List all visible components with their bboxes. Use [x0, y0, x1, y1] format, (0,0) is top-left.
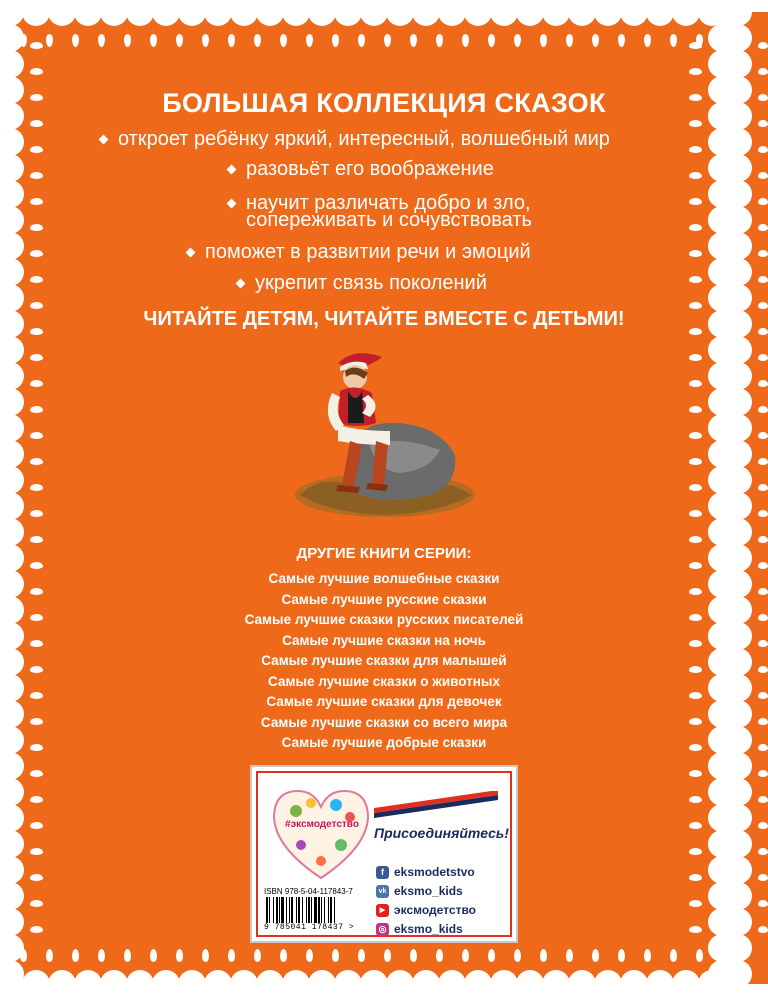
border-scallop — [308, 970, 336, 998]
border-hole — [689, 900, 702, 907]
border-scallop — [724, 128, 752, 156]
border-hole — [689, 432, 702, 439]
border-hole — [758, 536, 768, 543]
isbn-text: ISBN 978-5-04-117843-7 — [264, 887, 353, 896]
series-item: Самые лучшие сказки русских писателей — [244, 612, 524, 627]
barcode-bar — [291, 897, 293, 923]
border-hole — [30, 562, 43, 569]
social-links — [376, 863, 476, 939]
barcode-bar — [266, 897, 268, 923]
border-hole — [384, 949, 391, 962]
border-hole — [689, 458, 702, 465]
border-scallop — [724, 934, 752, 962]
border-hole — [30, 796, 43, 803]
border-hole — [30, 900, 43, 907]
border-scallop — [724, 882, 752, 910]
social-link[interactable]: ▶ эксмодетство — [376, 901, 476, 919]
border-hole — [618, 949, 625, 962]
border-scallop — [724, 960, 752, 988]
border-hole — [30, 510, 43, 517]
border-scallop — [724, 466, 752, 494]
border-hole — [20, 949, 27, 962]
border-hole — [30, 770, 43, 777]
series-list — [0, 569, 768, 754]
border-hole — [30, 146, 43, 153]
border-hole — [689, 562, 702, 569]
border-hole — [758, 250, 768, 257]
border-scallop — [48, 970, 76, 998]
border-scallop — [724, 804, 752, 832]
bullet-item-continued: сопереживать и сочувствовать — [246, 209, 532, 231]
border-hole — [758, 874, 768, 881]
bullet-item: разовьёт его воображение — [246, 156, 494, 182]
border-hole — [488, 949, 495, 962]
bullet-item: укрепит связь поколений — [255, 270, 487, 296]
border-hole — [689, 172, 702, 179]
border-hole — [30, 42, 43, 49]
barcode-bar — [289, 897, 290, 923]
barcode-bar — [302, 897, 303, 923]
series-item: Самые лучшие сказки для девочек — [266, 694, 502, 709]
border-hole — [410, 949, 417, 962]
border-hole — [592, 949, 599, 962]
border-scallop — [724, 414, 752, 442]
border-hole — [689, 926, 702, 933]
border-hole — [758, 224, 768, 231]
border-scallop — [724, 388, 752, 416]
border-hole — [30, 172, 43, 179]
instagram-icon: ◎ — [376, 923, 389, 936]
border-scallop — [594, 970, 622, 998]
border-hole — [30, 406, 43, 413]
border-scallop — [282, 970, 310, 998]
barcode-bar — [298, 897, 300, 923]
border-hole — [689, 796, 702, 803]
border-hole — [689, 198, 702, 205]
social-link[interactable]: vk eksmo_kids — [376, 882, 476, 900]
border-hole — [758, 172, 768, 179]
series-item: Самые лучшие сказки на ночь — [282, 632, 486, 648]
border-scallop — [542, 970, 570, 998]
border-hole — [30, 484, 43, 491]
border-scallop — [22, 970, 50, 998]
border-scallop — [724, 154, 752, 182]
page-title: БОЛЬШАЯ КОЛЛЕКЦИЯ СКАЗОК — [162, 88, 606, 118]
border-hole — [30, 380, 43, 387]
barcode-bar — [286, 897, 287, 923]
border-hole — [689, 354, 702, 361]
border-hole — [98, 949, 105, 962]
social-link[interactable]: f eksmodetstvo — [376, 863, 476, 881]
border-scallop — [74, 970, 102, 998]
barcode-bar — [330, 897, 332, 923]
border-scallop — [256, 970, 284, 998]
border-hole — [758, 198, 768, 205]
border-hole — [689, 250, 702, 257]
border-hole — [72, 949, 79, 962]
border-scallop — [334, 970, 362, 998]
barcode-bar — [308, 897, 310, 923]
border-hole — [30, 224, 43, 231]
youtube-icon: ▶ — [376, 904, 389, 917]
border-scallop — [724, 362, 752, 390]
border-hole — [30, 822, 43, 829]
border-hole — [566, 949, 573, 962]
barcode-bar — [321, 897, 322, 923]
border-scallop — [672, 970, 700, 998]
illustration-boy-on-rock — [290, 345, 480, 525]
border-hole — [514, 949, 521, 962]
border-hole — [689, 406, 702, 413]
join-label: Присоединяйтесь! — [374, 825, 509, 841]
border-hole — [689, 42, 702, 49]
border-hole — [689, 224, 702, 231]
border-scallop — [724, 206, 752, 234]
border-scallop — [724, 830, 752, 858]
border-hole — [280, 949, 287, 962]
border-hole — [689, 120, 702, 127]
border-scallop — [724, 518, 752, 546]
border-hole — [46, 949, 53, 962]
border-hole — [644, 949, 651, 962]
border-hole — [30, 198, 43, 205]
border-scallop — [724, 778, 752, 806]
border-hole — [30, 68, 43, 75]
border-hole — [758, 42, 768, 49]
border-hole — [758, 796, 768, 803]
border-hole — [176, 949, 183, 962]
border-hole — [30, 848, 43, 855]
border-scallop — [724, 232, 752, 260]
border-hole — [758, 120, 768, 127]
border-hole — [758, 562, 768, 569]
border-hole — [689, 146, 702, 153]
border-hole — [254, 949, 261, 962]
border-scallop — [724, 752, 752, 780]
border-scallop — [100, 970, 128, 998]
border-hole — [758, 848, 768, 855]
border-hole — [462, 949, 469, 962]
barcode-bar — [324, 897, 325, 923]
border-hole — [150, 949, 157, 962]
border-hole — [758, 432, 768, 439]
border-hole — [670, 949, 677, 962]
barcode-bar — [314, 897, 317, 923]
border-hole — [689, 484, 702, 491]
social-link[interactable]: ◎ eksmo_kids — [376, 920, 476, 938]
border-hole — [758, 68, 768, 75]
border-hole — [689, 276, 702, 283]
bullet-item: поможет в развитии речи и эмоций — [205, 239, 531, 265]
series-item: Самые лучшие сказки о животных — [268, 673, 500, 689]
border-hole — [696, 949, 703, 962]
border-hole — [689, 510, 702, 517]
border-hole — [758, 354, 768, 361]
barcode-bar — [281, 897, 284, 923]
border-hole — [30, 458, 43, 465]
border-hole — [689, 68, 702, 75]
barcode-bar — [276, 897, 278, 923]
border-hole — [758, 484, 768, 491]
border-scallop — [412, 970, 440, 998]
border-hole — [30, 536, 43, 543]
border-hole — [30, 874, 43, 881]
barcode-bar — [296, 897, 297, 923]
border-scallop — [646, 970, 674, 998]
border-hole — [758, 406, 768, 413]
barcode — [264, 897, 372, 925]
border-scallop — [724, 856, 752, 884]
border-hole — [758, 770, 768, 777]
border-hole — [540, 949, 547, 962]
border-hole — [689, 822, 702, 829]
border-hole — [30, 276, 43, 283]
series-item: Самые лучшие волшебные сказки — [268, 571, 500, 586]
heart-icon — [266, 783, 376, 883]
barcode-bar — [328, 897, 329, 923]
border-scallop — [724, 24, 752, 52]
series-item: Самые лучшие сказки для малышей — [261, 653, 507, 668]
border-hole — [689, 874, 702, 881]
border-scallop — [516, 970, 544, 998]
border-scallop — [724, 492, 752, 520]
border-scallop — [464, 970, 492, 998]
border-hole — [689, 536, 702, 543]
border-hole — [30, 120, 43, 127]
border-scallop — [230, 970, 258, 998]
border-hole — [758, 146, 768, 153]
border-hole — [689, 770, 702, 777]
border-scallop — [386, 970, 414, 998]
series-item: Самые лучшие русские сказки — [281, 591, 487, 607]
vk-icon: vk — [376, 885, 389, 898]
border-hole — [306, 949, 313, 962]
border-hole — [30, 250, 43, 257]
border-hole — [758, 276, 768, 283]
facebook-icon: f — [376, 866, 389, 879]
barcode-number: 9 785041 178437 > — [264, 923, 355, 932]
series-item: Самые лучшие добрые сказки — [281, 735, 487, 750]
border-hole — [758, 510, 768, 517]
border-scallop — [438, 970, 466, 998]
border-scallop — [568, 970, 596, 998]
border-hole — [358, 949, 365, 962]
barcode-bar — [279, 897, 280, 923]
border-hole — [689, 380, 702, 387]
border-scallop — [724, 336, 752, 364]
border-scallop — [152, 970, 180, 998]
border-hole — [689, 848, 702, 855]
hashtag-label: #эксмодетство — [285, 819, 359, 830]
border-scallop — [360, 970, 388, 998]
border-hole — [202, 949, 209, 962]
barcode-bar — [318, 897, 320, 923]
border-hole — [758, 926, 768, 933]
border-hole — [436, 949, 443, 962]
border-hole — [124, 949, 131, 962]
barcode-bar — [273, 897, 274, 923]
border-hole — [228, 949, 235, 962]
border-hole — [758, 458, 768, 465]
border-scallop — [724, 440, 752, 468]
border-hole — [758, 380, 768, 387]
series-item: Самые лучшие сказки со всего мира — [260, 714, 508, 730]
border-scallop — [490, 970, 518, 998]
border-scallop — [724, 258, 752, 286]
flag-stripes — [374, 791, 498, 821]
publisher-card — [256, 771, 512, 937]
border-hole — [332, 949, 339, 962]
slogan: ЧИТАЙТЕ ДЕТЯМ, ЧИТАЙТЕ ВМЕСТЕ С ДЕТЬМИ! — [143, 308, 625, 330]
border-hole — [30, 432, 43, 439]
barcode-bar — [334, 897, 335, 923]
border-scallop — [178, 970, 206, 998]
bullet-item: откроет ребёнку яркий, интересный, волшебный мир — [118, 126, 610, 152]
barcode-bar — [311, 897, 312, 923]
series-heading: ДРУГИЕ КНИГИ СЕРИИ: — [296, 545, 472, 562]
border-scallop — [126, 970, 154, 998]
border-hole — [758, 900, 768, 907]
barcode-bar — [306, 897, 307, 923]
border-scallop — [204, 970, 232, 998]
bullet-item: научит различать добро и зло, — [246, 190, 531, 216]
border-hole — [30, 926, 43, 933]
border-scallop — [724, 50, 752, 78]
barcode-bar — [269, 897, 270, 923]
border-scallop — [620, 970, 648, 998]
border-scallop — [724, 908, 752, 936]
border-scallop — [724, 180, 752, 208]
border-hole — [758, 822, 768, 829]
border-hole — [30, 354, 43, 361]
